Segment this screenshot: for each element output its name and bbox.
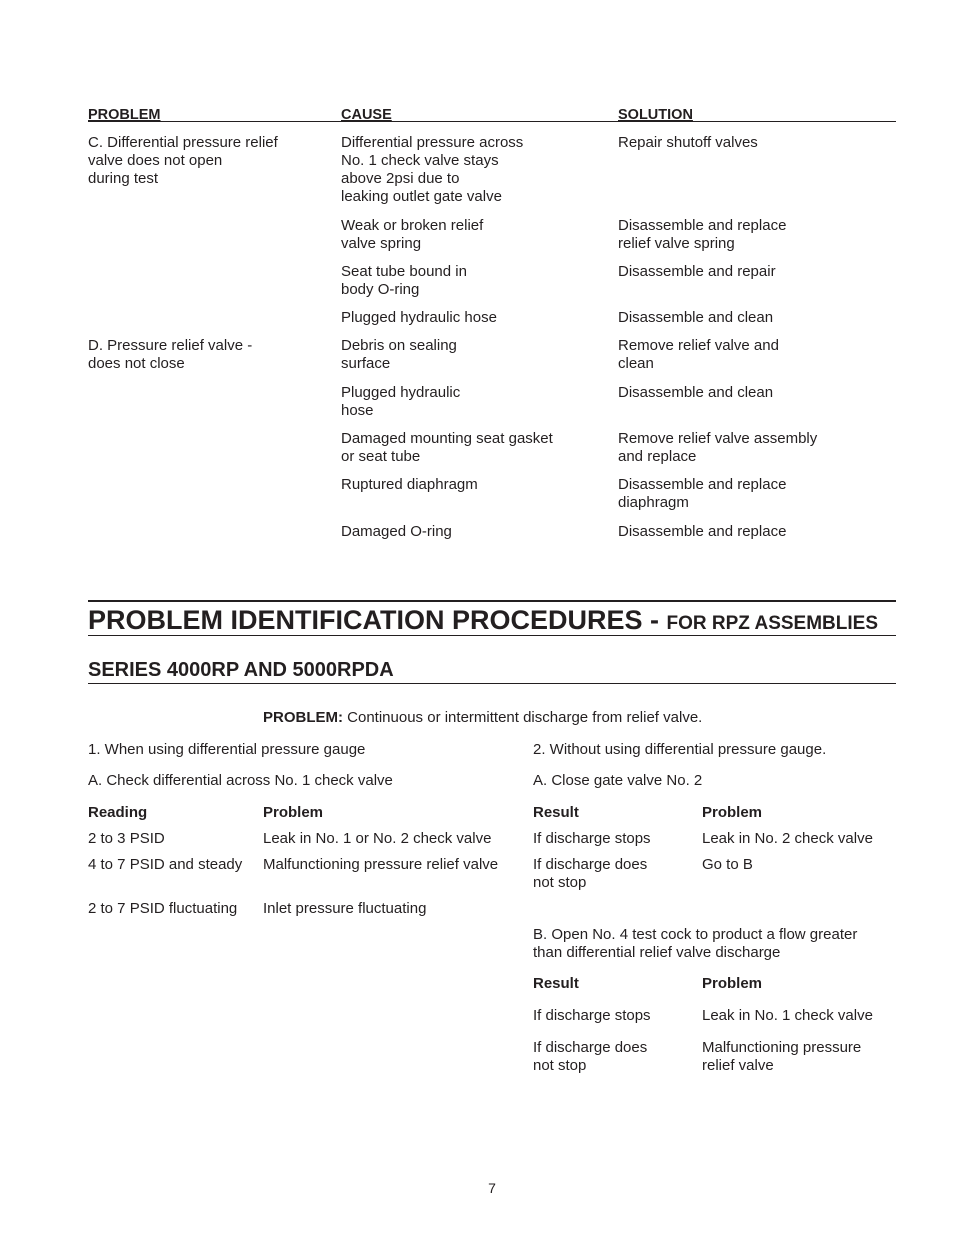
col-result: Result: [533, 804, 579, 821]
result-problem-cell: Go to B: [702, 856, 753, 873]
section-title-main: PROBLEM IDENTIFICATION PROCEDURES -: [88, 605, 667, 635]
reading-cell: 2 to 7 PSID fluctuating: [88, 900, 238, 917]
cause-cell: Plugged hydraulic hose: [341, 309, 497, 326]
cause-cell: Ruptured diaphragm: [341, 476, 478, 493]
step-1a: A. Check differential across No. 1 check valve: [88, 772, 393, 789]
cause-cell: Plugged hydraulic hose: [341, 384, 461, 419]
page-number: 7: [488, 1180, 496, 1196]
cause-cell: Weak or broken relief valve spring: [341, 217, 484, 252]
step-1: 1. When using differential pressure gauge: [88, 741, 366, 758]
cause-cell: Damaged mounting seat gasket or seat tube: [341, 430, 553, 465]
col-result-b: Result: [533, 975, 579, 992]
series-rule: [88, 683, 896, 684]
header-problem: PROBLEM: [88, 107, 161, 123]
result-problem-cell: Leak in No. 1 check valve: [702, 1007, 873, 1024]
section-top-rule: [88, 600, 896, 602]
header-cause: CAUSE: [341, 107, 392, 123]
problem-statement-label: PROBLEM:: [263, 709, 343, 726]
step-2b: B. Open No. 4 test cock to product a flow greater than differential relief valve discharge: [533, 926, 858, 961]
header-solution: SOLUTION: [618, 107, 693, 123]
result-cell: If discharge does not stop: [533, 1039, 648, 1074]
problem-d-label: D. Pressure relief valve - does not close: [88, 337, 253, 372]
result-cell: If discharge stops: [533, 1007, 651, 1024]
problem-statement-text: Continuous or intermittent discharge from relief valve.: [343, 709, 703, 726]
problem-c-label: C. Differential pressure relief valve does not open during test: [88, 134, 278, 187]
step-2a: A. Close gate valve No. 2: [533, 772, 703, 789]
solution-cell: Disassemble and replace: [618, 523, 787, 540]
solution-cell: Repair shutoff valves: [618, 134, 758, 151]
reading-problem-cell: Malfunctioning pressure relief valve: [263, 856, 499, 873]
header-rule: [88, 121, 896, 122]
solution-cell: Disassemble and clean: [618, 384, 774, 401]
cause-cell: Differential pressure across No. 1 check valve stays above 2psi due to leaking outlet gate valve: [341, 134, 524, 205]
result-cell: If discharge stops: [533, 830, 651, 847]
col-problem: Problem: [702, 804, 763, 821]
step-2: 2. Without using differential pressure gauge.: [533, 741, 827, 758]
reading-cell: 2 to 3 PSID: [88, 830, 165, 847]
solution-cell: Disassemble and replace relief valve spring: [618, 217, 787, 252]
section-bottom-rule: [88, 635, 896, 636]
reading-problem-cell: Inlet pressure fluctuating: [263, 900, 427, 917]
reading-cell: 4 to 7 PSID and steady: [88, 856, 243, 873]
solution-cell: Remove relief valve assembly and replace: [618, 430, 818, 465]
result-problem-cell: Leak in No. 2 check valve: [702, 830, 873, 847]
cause-cell: Debris on sealing surface: [341, 337, 457, 372]
reading-problem-cell: Leak in No. 1 or No. 2 check valve: [263, 830, 492, 847]
solution-cell: Disassemble and clean: [618, 309, 774, 326]
cause-cell: Damaged O-ring: [341, 523, 452, 540]
result-cell: If discharge does not stop: [533, 856, 648, 891]
cause-cell: Seat tube bound in body O-ring: [341, 263, 467, 298]
section-title-suffix: FOR RPZ ASSEMBLIES: [666, 613, 878, 634]
result-problem-cell: Malfunctioning pressure relief valve: [702, 1039, 862, 1074]
solution-cell: Disassemble and replace diaphragm: [618, 476, 787, 511]
col-problem: Problem: [263, 804, 324, 821]
problem-statement: [263, 709, 702, 727]
col-reading: Reading: [88, 804, 148, 821]
solution-cell: Disassemble and repair: [618, 263, 776, 280]
series-title: SERIES 4000RP AND 5000RPDA: [88, 659, 394, 681]
col-problem-b: Problem: [702, 975, 763, 992]
solution-cell: Remove relief valve and clean: [618, 337, 779, 372]
